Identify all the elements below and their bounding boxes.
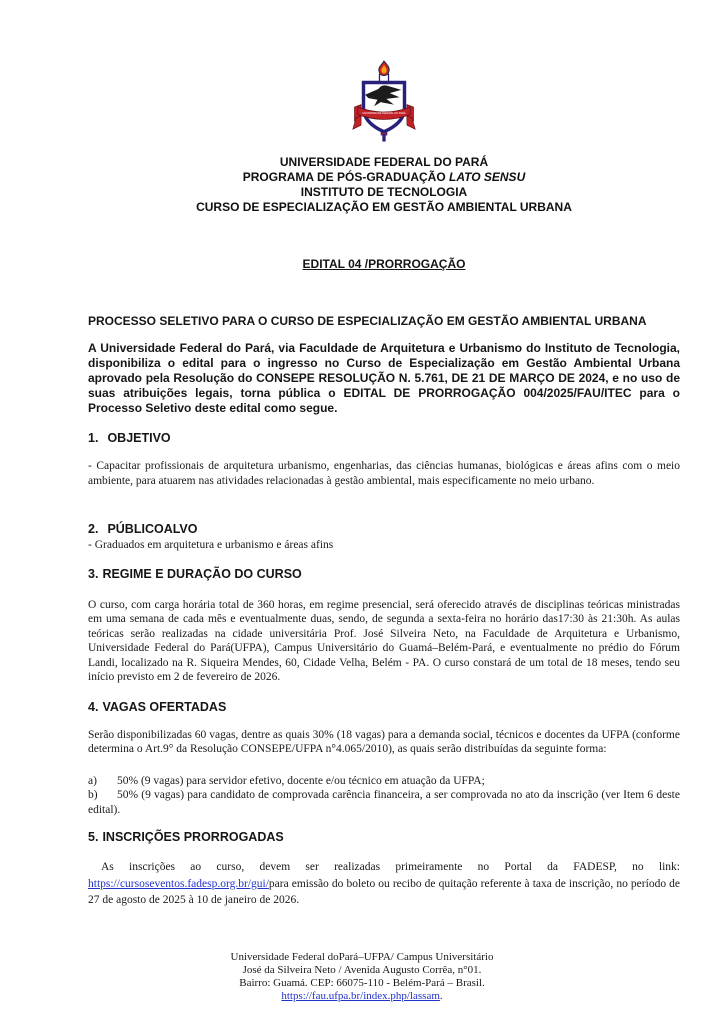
vagas-item-a <box>88 774 680 789</box>
vagas-list <box>88 774 680 818</box>
inscricoes-text-before-link: As inscrições ao curso, devem ser realizadas primeiramente no Portal da FADESP, no link: <box>101 861 680 873</box>
section-2-number: 2. <box>88 522 99 536</box>
org-line-3: INSTITUTO DE TECNOLOGIA <box>300 185 468 199</box>
section-1-title: OBJETIVO <box>107 431 171 445</box>
section-4-number: 4. <box>88 699 99 714</box>
section-4-body: Serão disponibilizadas 60 vagas, dentre as quais 30% (18 vagas) para a demanda social, técnicos e docentes da UFPA (conforme determina o Art.9° da Resolução CONSEPE/UFPA n°4.065/2010), as quais serão distribuídas da seguinte forma: <box>88 728 680 755</box>
footer-line-1: Universidade Federal doPará–UFPA/ Campus Universitário <box>230 951 494 963</box>
ufpa-crest-logo <box>343 60 425 146</box>
section-2-title: PÚBLICOALVO <box>107 522 198 536</box>
crest-container <box>88 60 680 151</box>
footer-link-period: . <box>439 990 443 1002</box>
fadesp-inscricao-link[interactable]: https://cursoseventos.fadesp.org.br/gui/ <box>88 877 269 890</box>
section-1-number: 1. <box>88 431 99 445</box>
page-footer <box>0 951 724 1003</box>
section-4-heading <box>88 700 680 715</box>
shield-icon <box>364 83 405 132</box>
section-5-body <box>88 859 680 909</box>
section-1-heading <box>88 431 680 446</box>
org-line-2-latin: LATO SENSU <box>449 170 526 184</box>
footer-line-3: Bairro: Guamá. CEP: 66075-110 - Belém-Pará – Brasil. <box>239 977 485 989</box>
process-heading: PROCESSO SELETIVO PARA O CURSO DE ESPECIALIZAÇÃO EM GESTÃO AMBIENTAL URBANA <box>88 314 647 328</box>
inscricoes-text-after-link: para emissão do boleto ou recibo de quitação referente à taxa de inscrição, no período de 27 de agosto de 2025 à 10 de janeiro de 2026. <box>88 877 680 906</box>
fau-ufpa-link[interactable]: https://fau.ufpa.br/index.php/lassam <box>281 990 440 1002</box>
vagas-item-b-text: 50% (9 vagas) para candidato de comprovada carência financeira, a ser comprovada no ato da inscrição (ver Item 6 deste edital). <box>88 789 680 816</box>
section-5-number: 5. <box>88 830 99 844</box>
section-3-number: 3. <box>88 566 99 581</box>
section-5-heading <box>88 830 680 845</box>
org-header <box>88 155 680 215</box>
vagas-item-b-marker: b) <box>88 789 98 801</box>
section-2-heading <box>88 522 680 537</box>
org-line-2 <box>88 170 680 185</box>
org-line-4: CURSO DE ESPECIALIZAÇÃO EM GESTÃO AMBIENTAL URBANA <box>196 200 572 214</box>
section-3-title: REGIME E DURAÇÃO DO CURSO <box>102 566 302 581</box>
section-5-title: INSCRIÇÕES PRORROGADAS <box>102 830 284 844</box>
vagas-item-b <box>88 788 680 817</box>
section-3-heading <box>88 567 680 582</box>
intro-paragraph: A Universidade Federal do Pará, via Faculdade de Arquitetura e Urbanismo do Instituto de Tecnologia, disponibiliza o edital para o ingresso no Curso de Especialização em Gestão Ambiental Urbana aprovado pela Resolução do CONSEPE RESOLUÇÃO N. 5.761, DE 21 DE MARÇO DE 2024, e no uso de suas atribuições legais, torna pública o EDITAL DE PRORROGAÇÃO 004/2025/FAU/ITEC para o Processo Seletivo deste edital como segue. <box>88 341 680 415</box>
vagas-item-a-text: 50% (9 vagas) para servidor efetivo, docente e/ou técnico em atuação da UFPA; <box>117 774 485 787</box>
org-line-2-prefix: PROGRAMA DE PÓS-GRADUAÇÃO <box>242 170 449 184</box>
footer-line-4 <box>0 990 724 1003</box>
footer-line-2: José da Silveira Neto / Avenida Augusto Corrêa, n°01. <box>242 964 482 976</box>
section-3-body: O curso, com carga horária total de 360 horas, em regime presencial, será oferecido através de disciplinas teóricas ministradas em uma semana de cada mês e eventualmente duas, sendo, de segunda a sexta-feira no horário das17:30 às 21:30h. As aulas teóricas serão realizadas na cidade universitária Prof. José Silveira Neto, na Faculdade de Arquitetura e Urbanismo, Universidade Federal do Pará(UFPA), Campus Universitário do Guamá–Belém-Pará, e eventualmente no prédio do Fórum Landi, localizado na R. Siqueira Mendes, 60, Cidade Velha, Belém - PA. O curso constará de um total de 18 meses, tendo seu início previsto em 2 de fevereiro de 2026. <box>88 598 680 683</box>
edital-title-text: EDITAL 04 /PRORROGAÇÃO <box>302 257 466 271</box>
flame-icon <box>379 61 389 82</box>
section-1-body: - Capacitar profissionais de arquitetura urbanismo, engenharias, das ciências humanas, biológicas e áreas afins com o meio ambiente, para atuarem nas atividades relacionadas à gestão ambiental, mais especificamente no meio urbano. <box>88 460 680 487</box>
vagas-item-a-marker: a) <box>88 774 97 787</box>
edital-title <box>88 257 680 271</box>
section-4-title: VAGAS OFERTADAS <box>102 699 227 714</box>
section-2-body: - Graduados em arquitetura e urbanismo e áreas afins <box>88 539 334 551</box>
crest-banner-text: UNIVERSIDADE FEDERAL DO PARÁ <box>362 112 406 116</box>
org-line-1: UNIVERSIDADE FEDERAL DO PARÁ <box>279 155 489 169</box>
